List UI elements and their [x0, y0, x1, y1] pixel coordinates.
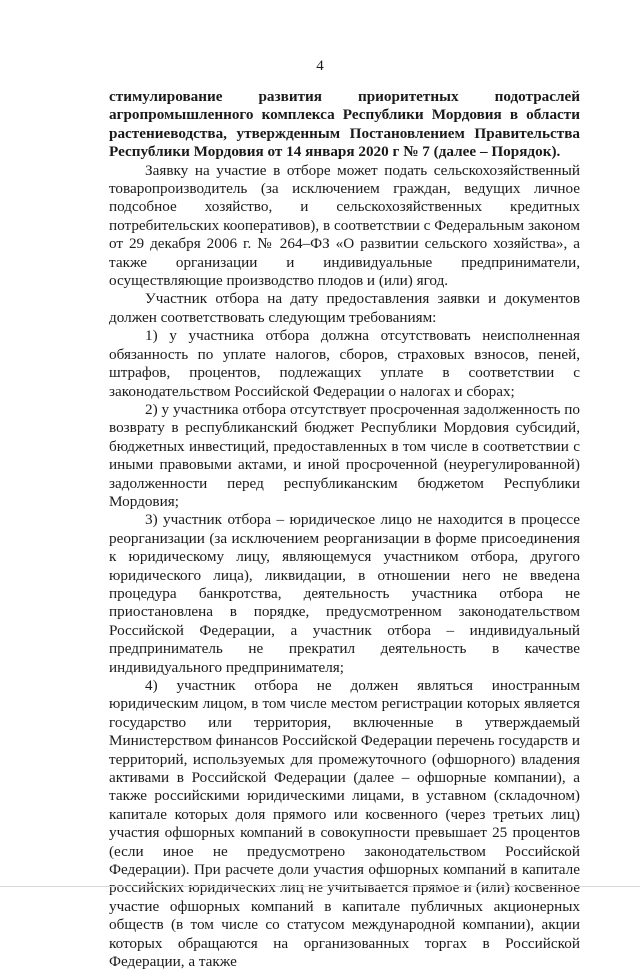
- requirement-item-2: 2) у участника отбора отсутствует просроченная задолженность по возврату в республиканский бюджет Республики Мордовия субсидий, бюджетных инвестиций, предоставленных в том числе в соответствии с иными правовыми актами, и иной просроченной (неурегулированной) задолженности перед республиканским бюджетом Республики Мордовия;: [109, 400, 580, 510]
- requirement-item-4: 4) участник отбора не должен являться иностранным юридическим лицом, в том числе местом регистрации которых является государство или территория, включенные в утверждаемый Министерством финансов Российской Федерации перечень государств и территорий, используемых для промежуточного (офшорного) владения активами в Российской Федерации (далее – офшорные компании), а также российскими юридическими лицами, в уставном (складочном) капитале которых доля прямого или косвенного (через третьих лиц) участия офшорных компаний в совокупности превышает 25 процентов (если иное не предусмотрено законодательством Российской Федерации). При расчете доли участия офшорных компаний в капитале российских юридических лиц не учитывается прямое и (или) косвенное участие офшорных компаний в капитале публичных акционерных обществ (в том числе со статусом международной компании), акции которых обращаются на организованных торгах в Российской Федерации, а также: [109, 677, 580, 971]
- page-bottom-divider: [0, 886, 640, 887]
- paragraph-eligible-applicants: Заявку на участие в отборе может подать сельскохозяйственный товаропроизводитель (за исключением граждан, ведущих личное подсобное хозяйство, и сельскохозяйственных кредитных потребительских кооперативов), в соответствии с Федеральным законом от 29 декабря 2006 г. № 264–ФЗ «О развитии сельского хозяйства», а также организации и индивидуальные предприниматели, осуществляющие производство плодов и (или) ягод.: [109, 161, 580, 290]
- requirement-item-1: 1) у участника отбора должна отсутствовать неисполненная обязанность по уплате налогов, сборов, страховых взносов, пеней, штрафов, процентов, подлежащих уплате в соответствии с законодательством Российской Федерации о налогах и сборах;: [109, 327, 580, 400]
- paragraph-requirements-intro: Участник отбора на дату предоставления заявки и документов должен соответствовать следующим требованиям:: [109, 290, 580, 326]
- requirement-item-3: 3) участник отбора – юридическое лицо не находится в процессе реорганизации (за исключением реорганизации в форме присоединения к юридическому лицу, являющемуся участником отбора, другого юридического лица), ликвидации, в отношении него не введена процедура банкротства, деятельность участника отбора не приостановлена в порядке, предусмотренном законодательством Российской Федерации, а участник отбора – индивидуальный предприниматель не прекратил деятельность в качестве индивидуального предпринимателя;: [109, 511, 580, 676]
- page-number: 4: [316, 58, 324, 74]
- intro-paragraph-bold: стимулирование развития приоритетных подотраслей агропромышленного комплекса Республики Мордовия в области растениеводства, утвержденным Постановлением Правительства Республики Мордовия от 14 января 2020 г № 7 (далее – Порядок).: [109, 88, 580, 161]
- document-body: [109, 88, 580, 972]
